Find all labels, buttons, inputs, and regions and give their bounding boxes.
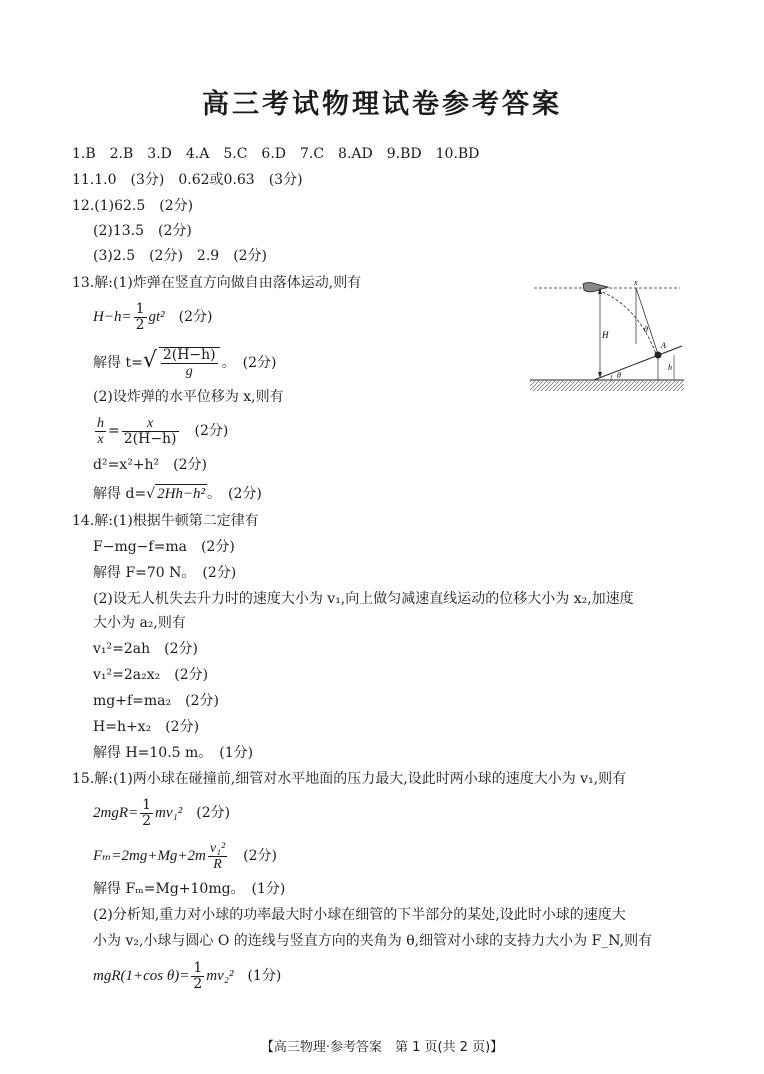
radicand: 2Hh−h² [157,486,206,502]
fraction-left [95,416,106,447]
frac-den: R [208,856,227,872]
answer-14-eq2: v₁²=2ah (2分) [93,641,198,657]
answer-14-solve2: 解得 H=10.5 m。 (1分) [93,745,254,761]
answer-13-eq3: d²=x²+h² (2分) [93,457,208,473]
eq-rhs: mv₁² [155,805,183,821]
score: (2分) [243,848,278,864]
answer-14-eq3: v₁²=2a₂x₂ (2分) [93,667,209,683]
frac-num: 1 [193,959,203,976]
score: (2分) [194,423,229,439]
label-theta-bottom: θ [617,371,621,380]
frac-num: x [147,415,154,431]
answer-13-part2: (2)设炸弹的水平位移为 x,则有 [93,389,284,405]
answer-14-part2a: (2)设无人机失去升力时的速度大小为 v₁,向上做匀减速直线运动的位移大小为 x₂,加速度 [93,591,634,607]
answer-12-part1: 12.(1)62.5 (2分) [72,198,194,214]
score: 。 (2分) [221,355,277,371]
label-A: A [661,341,666,350]
eq-rhs: mv₂² [206,968,234,984]
answer-15-eq3 [93,958,281,994]
answers-1-10: 1.B 2.B 3.D 4.A 5.C 6.D 7.C 8.AD 9.BD 10.BD [72,146,480,162]
label-x: x [634,278,638,287]
frac-den: x [95,431,106,447]
score: (2分) [178,309,213,325]
fraction-right [122,416,179,447]
frac-den: 2(H−h) [123,430,177,447]
answer-15-eq1 [93,796,230,830]
page-footer: 【高三物理·参考答案 第 1 页(共 2 页)】 [260,1040,504,1055]
answer-14-eq1: F−mg−f=ma (2分) [93,539,235,555]
ground-hatch [530,381,684,391]
answer-13-intro: 13.解:(1)炸弹在竖直方向做自由落体运动,则有 [72,275,362,291]
score: 。 (2分) [207,486,262,502]
eq-lhs: H−h= [93,309,132,325]
frac-num: v₁² [209,840,226,856]
answer-12-part2: (2)13.5 (2分) [93,223,192,239]
answer-14-part2b: 大小为 a₂,则有 [93,615,186,631]
fraction [208,841,227,872]
frac-num: 2(H−h) [162,347,216,363]
fraction [159,347,220,379]
eq-lhs: 2mgR= [93,805,139,821]
angle-arc [611,375,612,380]
frac-num: h [97,415,104,431]
answer-15-part2a: (2)分析知,重力对小球的功率最大时小球在细管的下半部分的某处,设此时小球的速度大 [93,907,626,923]
score: (2分) [196,805,231,821]
sqrt-sign: √ [142,348,157,373]
answer-15-solve1: 解得 Fₘ=Mg+10mg。 (1分) [93,881,286,897]
label-h: h [668,363,672,372]
solve-label: 解得 d= [93,486,147,502]
eq-rhs: gt² [148,309,165,325]
slant-line [636,288,658,354]
label-theta-top: θ [644,325,648,334]
projectile-incline-diagram [528,276,686,396]
answer-12-part3: (3)2.5 (2分) 2.9 (2分) [93,248,268,264]
page-title: 高三考试物理试卷参考答案 [202,89,562,120]
fraction [191,961,204,992]
answer-11: 11.1.0 (3分) 0.62或0.63 (3分) [72,172,303,188]
score: (1分) [247,968,282,984]
label-H: H [602,330,609,340]
answer-13-eq2: $\frac{h}{x}$ = $\frac{x}{2(H-h)}$ (2分) [97,415,229,447]
answer-14-eq5: H=h+x₂ (2分) [93,719,200,735]
frac-den: 2 [135,316,145,333]
solve-label: 解得 t= [93,355,143,371]
answer-13-eq1 [93,300,213,334]
eq-lhs: Fₘ=2mg+Mg+2m [93,848,206,864]
answer-15-eq2 [93,838,277,874]
answer-13-solve-d [93,484,262,503]
fraction [134,302,147,333]
frac-den: 2 [193,975,203,992]
answer-13-solve-t [93,343,276,381]
plane-shape [583,283,608,292]
answer-14-solve1: 解得 F=70 N。 (2分) [93,565,237,581]
answer-15-part2b: 小为 v₂,小球与圆心 O 的连线与竖直方向的夹角为 θ,细管对小球的支持力大小为 F_N,则有 [93,933,653,949]
frac-den: 2 [142,812,152,829]
sqrt-sign: √ [146,486,156,502]
fraction [140,798,153,829]
answer-15-intro: 15.解:(1)两小球在碰撞前,细管对水平地面的压力最大,设此时两小球的速度大小为 v₁,则有 [72,771,627,787]
frac-den: g [161,363,218,379]
answer-14-intro: 14.解:(1)根据牛顿第二定律有 [72,513,259,529]
eq-lhs: mgR(1+cos θ)= [93,968,190,984]
answer-14-eq4: mg+f=ma₂ (2分) [93,693,219,709]
frac-num: 1 [142,796,152,813]
frac-num: 1 [135,300,145,317]
